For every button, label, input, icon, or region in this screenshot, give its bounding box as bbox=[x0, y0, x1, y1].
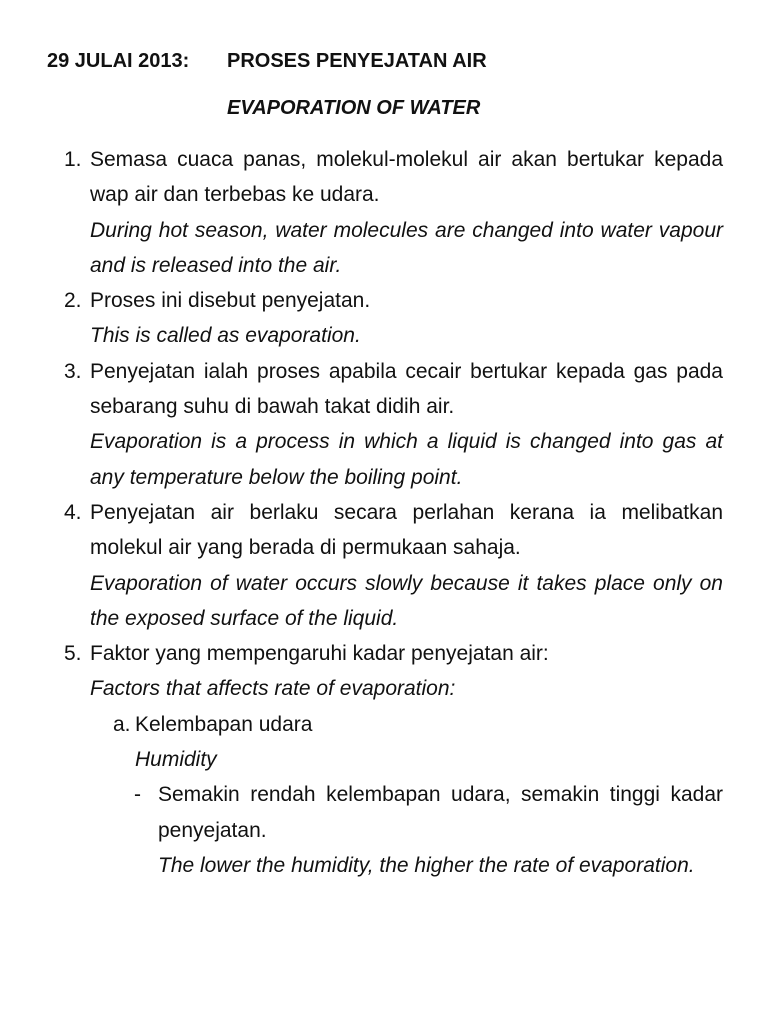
item-malay-text: Faktor yang mempengaruhi kadar penyejatan air: bbox=[90, 642, 549, 666]
header-title: PROSES PENYEJATAN AIR bbox=[227, 50, 487, 72]
item-number: 5. bbox=[64, 642, 82, 666]
dash-bullet: - bbox=[134, 783, 141, 807]
numbered-list bbox=[0, 142, 768, 883]
item-english-text: During hot season, water molecules are changed into water vapour and is released into the air. bbox=[90, 218, 723, 277]
sub-list-item-a bbox=[0, 707, 768, 778]
item-malay-text: Semasa cuaca panas, molekul-molekul air akan bertukar kepada wap air dan terbebas ke udara. bbox=[90, 148, 723, 207]
dash-point-english-text: The lower the humidity, the higher the rate of evaporation. bbox=[158, 853, 695, 877]
item-malay-text: Proses ini disebut penyejatan. bbox=[90, 289, 371, 313]
item-number: 2. bbox=[64, 289, 82, 313]
list-item-4 bbox=[0, 495, 768, 636]
sub-item-letter: a. bbox=[113, 712, 131, 736]
list-item-2 bbox=[0, 283, 768, 354]
list-item-3 bbox=[0, 354, 768, 495]
document-subtitle: EVAPORATION OF WATER bbox=[227, 97, 481, 119]
list-item-5 bbox=[0, 636, 768, 707]
sub-item-english-text: Humidity bbox=[135, 748, 217, 772]
item-malay-text: Penyejatan ialah proses apabila cecair bertukar kepada gas pada sebarang suhu di bawah takat didih air. bbox=[90, 359, 723, 419]
list-item-1 bbox=[0, 142, 768, 283]
item-number: 3. bbox=[64, 359, 82, 383]
item-english-text: Evaporation of water occurs slowly because it takes place only on the exposed surface of the liquid. bbox=[90, 571, 723, 630]
dash-point bbox=[0, 777, 768, 883]
header-date: 29 JULAI 2013: bbox=[47, 50, 190, 72]
item-malay-text: Penyejatan air berlaku secara perlahan kerana ia melibatkan molekul air yang berada di permukaan sahaja. bbox=[90, 500, 723, 560]
sub-item-malay-text: Kelembapan udara bbox=[135, 712, 313, 736]
item-english-text: Factors that affects rate of evaporation: bbox=[90, 677, 456, 701]
item-number: 4. bbox=[64, 500, 82, 524]
item-number: 1. bbox=[64, 148, 82, 171]
item-english-text: Evaporation is a process in which a liquid is changed into gas at any temperature below the boiling point. bbox=[90, 430, 723, 489]
document-header bbox=[47, 46, 727, 76]
item-english-text: This is called as evaporation. bbox=[90, 324, 361, 348]
dash-point-malay-text: Semakin rendah kelembapan udara, semakin tinggi kadar penyejatan. bbox=[158, 783, 723, 842]
